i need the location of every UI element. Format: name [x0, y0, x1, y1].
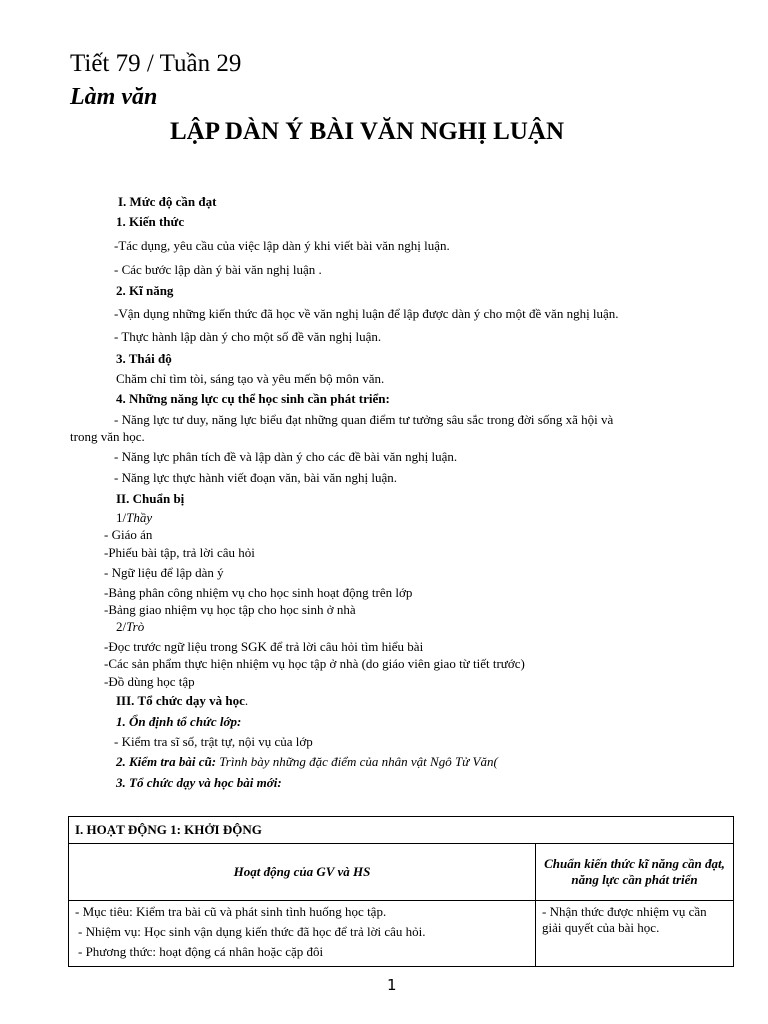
table-row	[69, 901, 734, 967]
lesson-number: Tiết 79 / Tuần 29	[70, 50, 242, 77]
student-item: -Đồ dùng học tập	[104, 674, 195, 689]
section-3-heading-dot: .	[244, 693, 249, 708]
attitude-heading: 3. Thái độ	[116, 351, 172, 366]
activity-table	[68, 816, 734, 967]
activity-line: - Phương thức: hoạt động cá nhân hoặc cặp đôi	[78, 944, 324, 959]
col-standard-header: Chuẩn kiến thức kĩ năng cần đạt, năng lực cần phát triển	[536, 844, 734, 901]
activity-line: - Nhiệm vụ: Học sinh vận dụng kiến thức đã học để trả lời câu hỏi.	[78, 924, 426, 939]
competence-item: - Năng lực phân tích đề và lập dàn ý cho các đề bài văn nghị luận.	[114, 449, 458, 464]
col-activity-header: Hoạt động của GV và HS	[69, 844, 536, 901]
step-1-item: - Kiểm tra sĩ số, trật tự, nội vụ của lớp	[114, 734, 313, 749]
page-title: LẬP DÀN Ý BÀI VĂN NGHỊ LUẬN	[170, 118, 565, 145]
activity-cell	[69, 901, 536, 967]
teacher-item: - Giáo án	[104, 527, 153, 542]
subject-label: Làm văn	[70, 84, 158, 110]
student-item: -Đọc trước ngữ liệu trong SGK để trả lời câu hỏi tìm hiểu bài	[104, 639, 424, 654]
skills-item: - Thực hành lập dàn ý cho một số đề văn nghị luận.	[114, 329, 382, 344]
teacher-label: Thầy	[126, 510, 153, 525]
teacher-subheading	[116, 510, 152, 526]
teacher-item: - Ngữ liệu để lập dàn ý	[104, 565, 224, 580]
step-2-text: Trình bày những đặc điểm của nhân vật Ngô Tử Văn(	[216, 754, 498, 769]
student-subheading	[116, 619, 144, 635]
section-3-heading-text: III. Tổ chức dạy và học	[116, 693, 245, 708]
section-3-heading	[116, 693, 248, 709]
student-item: -Các sản phẩm thực hiện nhiệm vụ học tập ở nhà (do giáo viên giao từ tiết trước)	[104, 656, 525, 671]
competence-item: - Năng lực tư duy, năng lực biểu đạt những quan điểm tư tưởng sâu sắc trong đời sống xã hội và	[114, 412, 614, 427]
student-label: Trò	[126, 619, 145, 634]
teacher-item: -Bảng phân công nhiệm vụ cho học sinh hoạt động trên lớp	[104, 585, 413, 600]
step-2-label: 2. Kiểm tra bài cũ:	[116, 754, 217, 769]
standard-cell: - Nhận thức được nhiệm vụ cần giải quyết của bài học.	[536, 901, 734, 967]
student-number: 2/	[116, 619, 127, 634]
section-2-heading: II. Chuẩn bị	[116, 491, 185, 506]
teacher-item: -Phiếu bài tập, trả lời câu hỏi	[104, 545, 255, 560]
section-1-heading: I. Mức độ cần đạt	[118, 194, 217, 209]
competence-item: - Năng lực thực hành viết đoạn văn, bài văn nghị luận.	[114, 470, 398, 485]
teacher-item: -Bảng giao nhiệm vụ học tập cho học sinh ở nhà	[104, 602, 356, 617]
table-title: I. HOẠT ĐỘNG 1: KHỞI ĐỘNG	[69, 817, 734, 844]
table-header-row	[69, 844, 734, 901]
skills-heading: 2. Kĩ năng	[116, 283, 174, 298]
competence-item-continued: trong văn học.	[70, 429, 145, 444]
knowledge-item: -Tác dụng, yêu cầu của việc lập dàn ý khi viết bài văn nghị luận.	[114, 238, 450, 253]
page-number: 1	[387, 976, 397, 994]
step-2-line	[116, 754, 498, 770]
step-1-heading: 1. Ổn định tổ chức lớp:	[116, 714, 242, 729]
competence-heading: 4. Những năng lực cụ thể học sinh cần phát triển:	[116, 391, 390, 406]
table-title-row	[69, 817, 734, 844]
knowledge-heading: 1. Kiến thức	[116, 214, 185, 229]
teacher-number: 1/	[116, 510, 127, 525]
step-3-heading: 3. Tổ chức dạy và học bài mới:	[116, 775, 282, 790]
skills-item: -Vận dụng những kiến thức đã học về văn nghị luận để lập được dàn ý cho một đề văn nghị luận.	[114, 306, 619, 321]
activity-line: - Mục tiêu: Kiểm tra bài cũ và phát sinh tình huống học tập.	[75, 904, 387, 919]
attitude-text: Chăm chỉ tìm tòi, sáng tạo và yêu mến bộ môn văn.	[116, 371, 385, 386]
knowledge-item: - Các bước lập dàn ý bài văn nghị luận .	[114, 262, 322, 277]
